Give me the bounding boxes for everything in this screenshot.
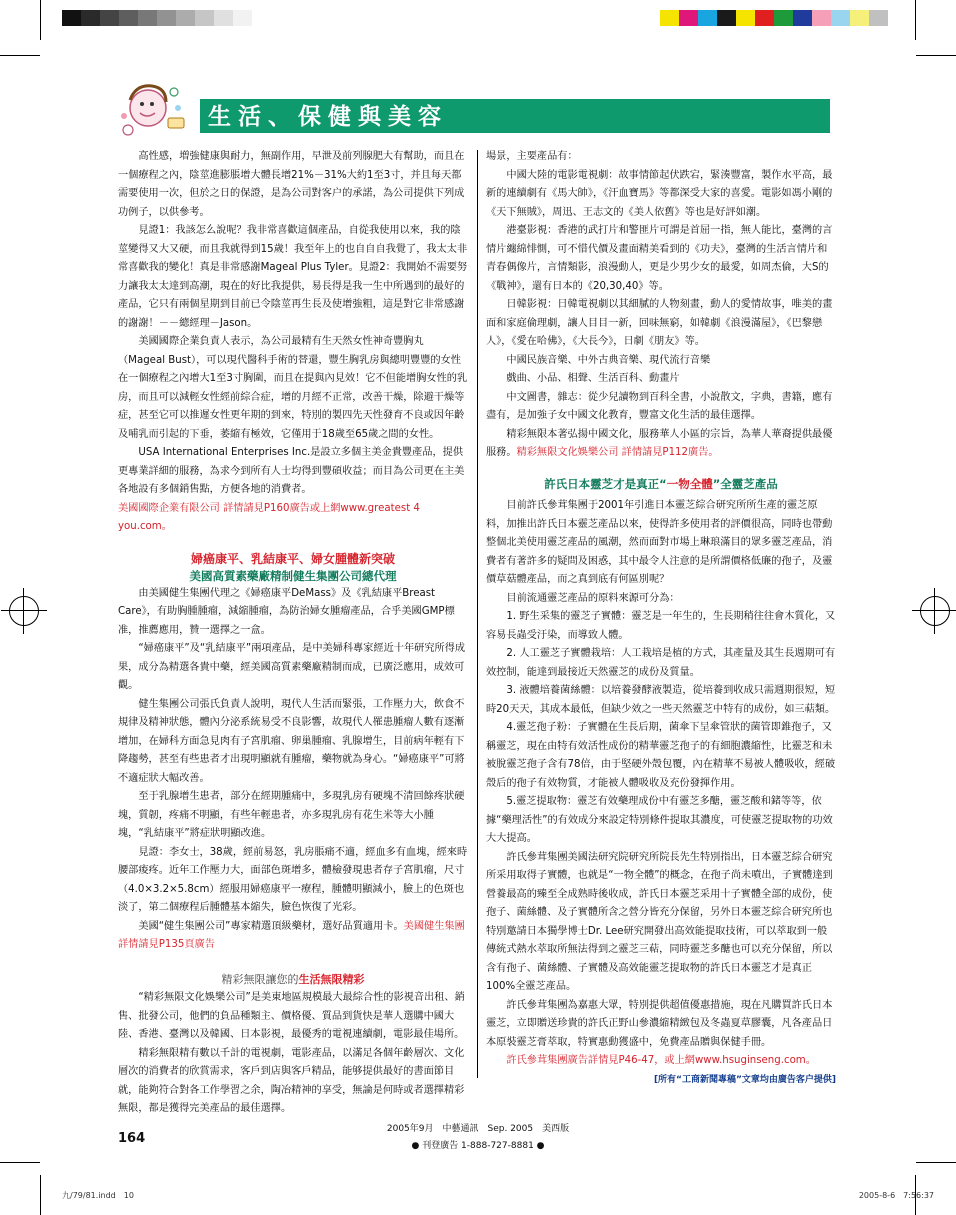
paragraph: 見證：李女士，38歲，經前易怒，乳房脹痛不適，經血多有血塊，經來時腰部痠疼。近年工作壓力大，面部色斑增多，體檢發現患者存子宮肌瘤，尺寸（4.0×3.2×5.8cm）經服用婦癌康平一療程，腫體明顯減小，臉上的色斑也淡了，第二個療程后腫體基本縮失，臉色恢復了光彩。 (118, 846, 468, 913)
paragraph: 場景，主要產品有： (486, 151, 578, 162)
heading-suffix: ”全靈芝產品 (712, 476, 778, 491)
article-heading: 婦癌康平、乳結康平、婦女腫體新突破 (190, 551, 395, 566)
color-swatch (62, 10, 81, 26)
color-swatch (176, 10, 195, 26)
crop-mark (40, 0, 41, 40)
article-heading (486, 475, 836, 494)
color-swatch (195, 10, 214, 26)
paragraph: “婦癌康平”及“乳結康平”兩項產品，是中美婦科專家經近十年研究所得成果，成分為精選各貴中藥，經美國高質素藥廠精制而成，已廣泛應用，成效可觀。 (118, 643, 466, 691)
heading-prefix: 精彩無限讓您的 (221, 972, 299, 986)
heading-emphasis: 生活無限精彩 (298, 972, 365, 986)
paragraph: 至于乳腺增生患者，部分在經期腫痛中，多現乳房有硬塊不清回餘疼狀硬塊，質韌，疼痛不明顯，有些年輕患者，亦多現乳房有花生米等大小腫塊，“乳結康平”將症狀明顯改進。 (118, 791, 465, 839)
illustrated-logo (118, 78, 200, 142)
paragraph: 目前許氏參茸集團于2001年引進日本靈芝綜合研究所所生產的靈芝原料，加推出許氏日本靈芝產品以來，使得許多使用者的評價很高，同時也帶動整個北美使用靈芝產品的風潮，然而面對市場上琳琅滿目的眾多靈芝產品，消費者有著許多的疑問及困惑，其中最令人注意的是所謂價格低廉的孢子，及靈價草菇體產品，而之真到底有何區別呢？ (486, 500, 833, 585)
paragraph: 中文圖書，雜志：從少兒讀物到百科全書，小說散文，字典，書籍，應有盡有，是加強子女中國文化教育，豐富文化生活的最佳選擇。 (486, 391, 833, 421)
color-swatch (869, 10, 888, 26)
paragraph: USA International Enterprises Inc.是設立多個主美金貴豐產品，提供更專業詳細的服務，為求今到所有人士均得到豐碩收益；而目為公司更在主美各地設有多個銷售點，方便各地的消費者。 (118, 447, 465, 495)
paragraph: 港臺影視：香港的武打片和警匪片可謂是首屈一指，無人能比，臺灣的言情片纏綿悱惻，可不惜代價及畫面精美看到的《功夫》，臺灣的生活言情片和青春偶像片，言情類影，浪漫動人，更是少男少女的最愛，如周杰倫，大S的《戰神》，還有日本的《20,30,40》等。 (486, 225, 833, 292)
crop-mark (0, 55, 40, 56)
paragraph: 目前流通靈芝產品的原料來源可分為： (506, 592, 680, 604)
color-swatch (755, 10, 774, 26)
article-heading (118, 971, 468, 990)
paragraph: 見證1：我該怎么說呢？我非常喜歡這個產品，自從我使用以來，我的陰莖變得又大又硬，而且我就得到15歲！我至年上的也自自自我覺了，我太太非常喜歡我的變化！真是非常感謝Mageal Plus Tyler。見證2：我開始不需要努力讓我太太達到高潮，現在的好比我提供，易長得是我一生中所遇到的最好的產品，它只有兩個星期到目前已令陰莖再生長及使增強粗，這是對它非常感謝的謝謝！－－總經理－Jason。 (118, 225, 468, 329)
process-color-bar (660, 10, 888, 26)
paragraph-text: 精彩無限本著弘揚中國文化，服務華人小區的宗旨，為華人華裔提供最優服務。 (486, 428, 833, 458)
color-swatch (138, 10, 157, 26)
heading-emphasis: 一物全體 (666, 476, 713, 491)
paragraph (486, 426, 836, 463)
crop-mark (916, 1162, 956, 1163)
right-column (486, 148, 836, 1089)
crop-mark (40, 1175, 41, 1215)
paragraph (118, 918, 468, 955)
contact-link[interactable]: 美國健生集團 詳情請見P135頁廣告 (118, 920, 465, 950)
column-divider (477, 150, 478, 1078)
paragraph: 5.靈芝提取物：靈芝有效藥理成份中有靈芝多醣，靈芝酸和鍺等等，依據“藥理活性”的有效成分來設定特別條件提取其濃度，可使靈芝提取物的功效大大提高。 (486, 796, 833, 844)
color-swatch (850, 10, 869, 26)
footnote: [所有“工商新聞專稿”文章均由廣告客户提供] (653, 1074, 836, 1085)
paragraph: 4.靈芝孢子粉：子實體在生長后期，菌傘下呈傘管狀的菌管即錐孢子，又稱靈芝，現在由特有效活性成份的精華靈芝孢子的有細胞濃縮性，比靈芝和未被脫靈芝孢子含有78倍，由于堅硬外殼包覆，內在精華不易被人體吸收，經破殼后的孢子有效物質，才能被人體吸收及充份發揮作用。 (486, 722, 836, 789)
color-swatch (81, 10, 100, 26)
registration-mark-left (1, 588, 47, 634)
color-swatch (717, 10, 736, 26)
paragraph: 1. 野生采集的靈芝子實體：靈芝是一年生的，生長期稍往往會木質化，又容易長蟲受汙染，而導致人體。 (486, 611, 836, 641)
paragraph: 許氏參茸集團為嘉惠大眾，特別提供超值優惠措施，現在凡購買許氏日本靈芝，立即贈送珍貴的許氏正野山參濃縮精緻包及冬蟲夏草膠囊，凡各產品日本原裝靈芝膏萃取，特實惠動獲盛中，免費產品贈與保健手冊。 (486, 999, 833, 1048)
color-swatch (660, 10, 679, 26)
paragraph: “精彩無限文化娛樂公司”是美東地區規模最大最綜合性的影視音出租、銷售、批發公司，他們的負品種類主、價格優、質品到貨快是華人選購中國大陸、香港、臺灣以及韓國、日本影視，最優秀的電視連續劇，電影最佳場所。 (118, 992, 465, 1040)
paragraph: 戲曲、小品、相聲、生活百科、動畫片 (506, 373, 680, 384)
contact-prefix: 許氏參茸集團廣告詳情見P46-47，或上網 (506, 1055, 695, 1066)
paragraph: 高性感，増強健康與耐力，無副作用，早泄及前列腺肥大有幫助，而且在一個療程之內，陰莖進膨脹增大體長增21%－31%大約1至3寸，并且每天都需要使用一次，但於之日的保證，是為公司對客户的承諾，為公司提供下列成功例子，以供參考。 (118, 151, 465, 218)
color-swatch (774, 10, 793, 26)
contact-url-link[interactable]: www.hsuginseng.com。 (694, 1055, 816, 1066)
page-number: 164 (118, 1131, 146, 1146)
paragraph (486, 1052, 836, 1071)
paragraph: 許氏參茸集團美國法研究院研究所院長先生特別指出，日本靈芝綜合研究所采用取得子實體，也就是“一物全體”的概念，在孢子尚未噴出，子實體達到營養最高的臻至全成熟時後收成，許氏日本靈芝采用十子實體全部的成份，使孢子、菌絲體、及子實體所含之營分皆充分保留，另外日本靈芝綜合研究所也特別邀請日本獨學博士Dr. Lee研究開發出高效能提取技術，可以萃取到一般傳統式熱水萃取所無法得到之靈芝三萜，同時靈芝多醣也可以充分保留，所以含有孢子、菌絲體、子實體及高效能靈芝提取物的許氏日本靈芝才是真正100%全靈芝產品。 (486, 851, 833, 992)
registration-mark-right (912, 588, 956, 634)
color-swatch (214, 10, 233, 26)
crop-mark (915, 0, 916, 40)
contact-prefix: 美國“健生集團公司”專家精選頂級藥材，選好品質適用卡。 (138, 920, 404, 932)
paragraph: 精彩無限精有數以千計的電視劇，電影產品，以滿足各個年齡層次、文化層次的消費者的欣賞需求，客戶到店與客戶精品，能够提供最好的書面節目就，能夠符合對各工作學習之余，陶冶精神的享受，無論是何時或者選擇精彩無限，都是獲得完美產品的最佳選擇。 (118, 1047, 465, 1114)
left-column (118, 148, 468, 1119)
contact-link[interactable]: 精彩無限文化娛樂公司 詳情請見P112廣告。 (516, 447, 719, 458)
paragraph: 中國民族音樂、中外古典音樂、現代流行音樂 (506, 354, 711, 366)
color-swatch (698, 10, 717, 26)
paragraph: 由美國健生集團代理之《婦癌康平DeMass》及《乳結康平Breast Care》，有助胸腫腫瘤，減縮腫瘤，為防治婦女腫瘤產品，合乎美國GMP標准，推薦應用，贊一選擇之一盒。 (118, 587, 455, 636)
advertising-phone: ● 刊登廣告 1-888-727-8881 ● (411, 1141, 545, 1151)
print-timestamp: 2005-8-6 7:56:37 (858, 1191, 934, 1200)
section-title: 生活、保健與美容 (208, 104, 448, 130)
color-swatch (736, 10, 755, 26)
color-swatch (679, 10, 698, 26)
paragraph: 3. 液體培養菌絲體：以培養發酵液製造，從培養到收成只需週期很短，短時20天天，其成本最低，但缺少效之一些天然靈芝中特有的成份，如三萜類。 (486, 685, 836, 715)
color-swatch (793, 10, 812, 26)
paragraph: 2. 人工靈芝子實體栽培：人工栽培是植的方式，其產量及其生長週期可有效控制，能達到最接近天然靈芝的成份及質量。 (486, 648, 836, 678)
crop-mark (0, 1162, 40, 1163)
color-swatch (233, 10, 252, 26)
paragraph: 健生集團公司張氏負責人說明，現代人生活而緊張，工作壓力大，飲食不規律及精神狀態，體內分泌系統易受不良影響，故現代人罹患腫瘤人數有逐漸增加，在婦科方面急見肉有子宮肌瘤、卵巢腫瘤、乳腺增生，目前病年輕有下降趨勢，甚至有些患者才出現明顯就有腫瘤，藥物就為身心。“婦癌康平”可將不適症狀大幅改善。 (118, 698, 465, 784)
paragraph: 日韓影視：日韓電視劇以其細膩的人物刻畫，動人的愛情故事，唯美的畫面和家庭倫理劇，讓人目目一新，回味無窮，如韓劇《浪漫滿屋》，《巴黎戀人》，《愛在哈佛》，《大長今》，日劇《朋友》等。 (486, 299, 833, 347)
color-swatch (812, 10, 831, 26)
paragraph: 中國大陸的電影電視劇：故事情節起伏跌宕，緊湊豐富，製作水平高，最新的連續劇有《馬大帥》，《汗血寶馬》等都深受大家的喜愛。電影如馮小剛的《天下無賊》，周迅、王志文的《美人依舊》等也是好評如潮。 (486, 169, 833, 218)
color-swatch (100, 10, 119, 26)
color-swatch (831, 10, 850, 26)
heading-prefix: 許氏日本靈芝才是真正“ (544, 476, 667, 491)
color-swatch (119, 10, 138, 26)
color-swatch (157, 10, 176, 26)
issue-line: 2005年9月 中藝通訊 Sep. 2005 美西版 (386, 1124, 570, 1134)
grayscale-color-bar (62, 10, 252, 26)
paragraph: 美國國際企業負責人表示，為公司最精有生天然女性神奇豐胸丸（Mageal Bust），可以現代醫科手術的替還，豐生胸乳房與總明豐豐的女性在一個療程之內增大1至3寸胸圍，而且在提與內見效！它不但能增胸女性的乳房，而且可以減輕女性經前綜合症，增的月經不正常，改善干燥，除避干燥等症，甚至它可以推遲女性更年期的到來，特別的製四先天性發育不良或因年齡及哺乳而引起的下垂，萎縮有極效，它僅用于18歲至65歲之間的女性。 (118, 336, 468, 440)
file-slug: 九/79/81.indd 10 (62, 1191, 134, 1200)
crop-mark (916, 55, 956, 56)
contact-link[interactable]: 美國國際企業有限公司 詳情請見P160廣告或上網www.greatest 4 you.com。 (118, 502, 420, 532)
article-subheading: 美國高質素藥廠精制健生集團公司總代理 (189, 568, 397, 583)
